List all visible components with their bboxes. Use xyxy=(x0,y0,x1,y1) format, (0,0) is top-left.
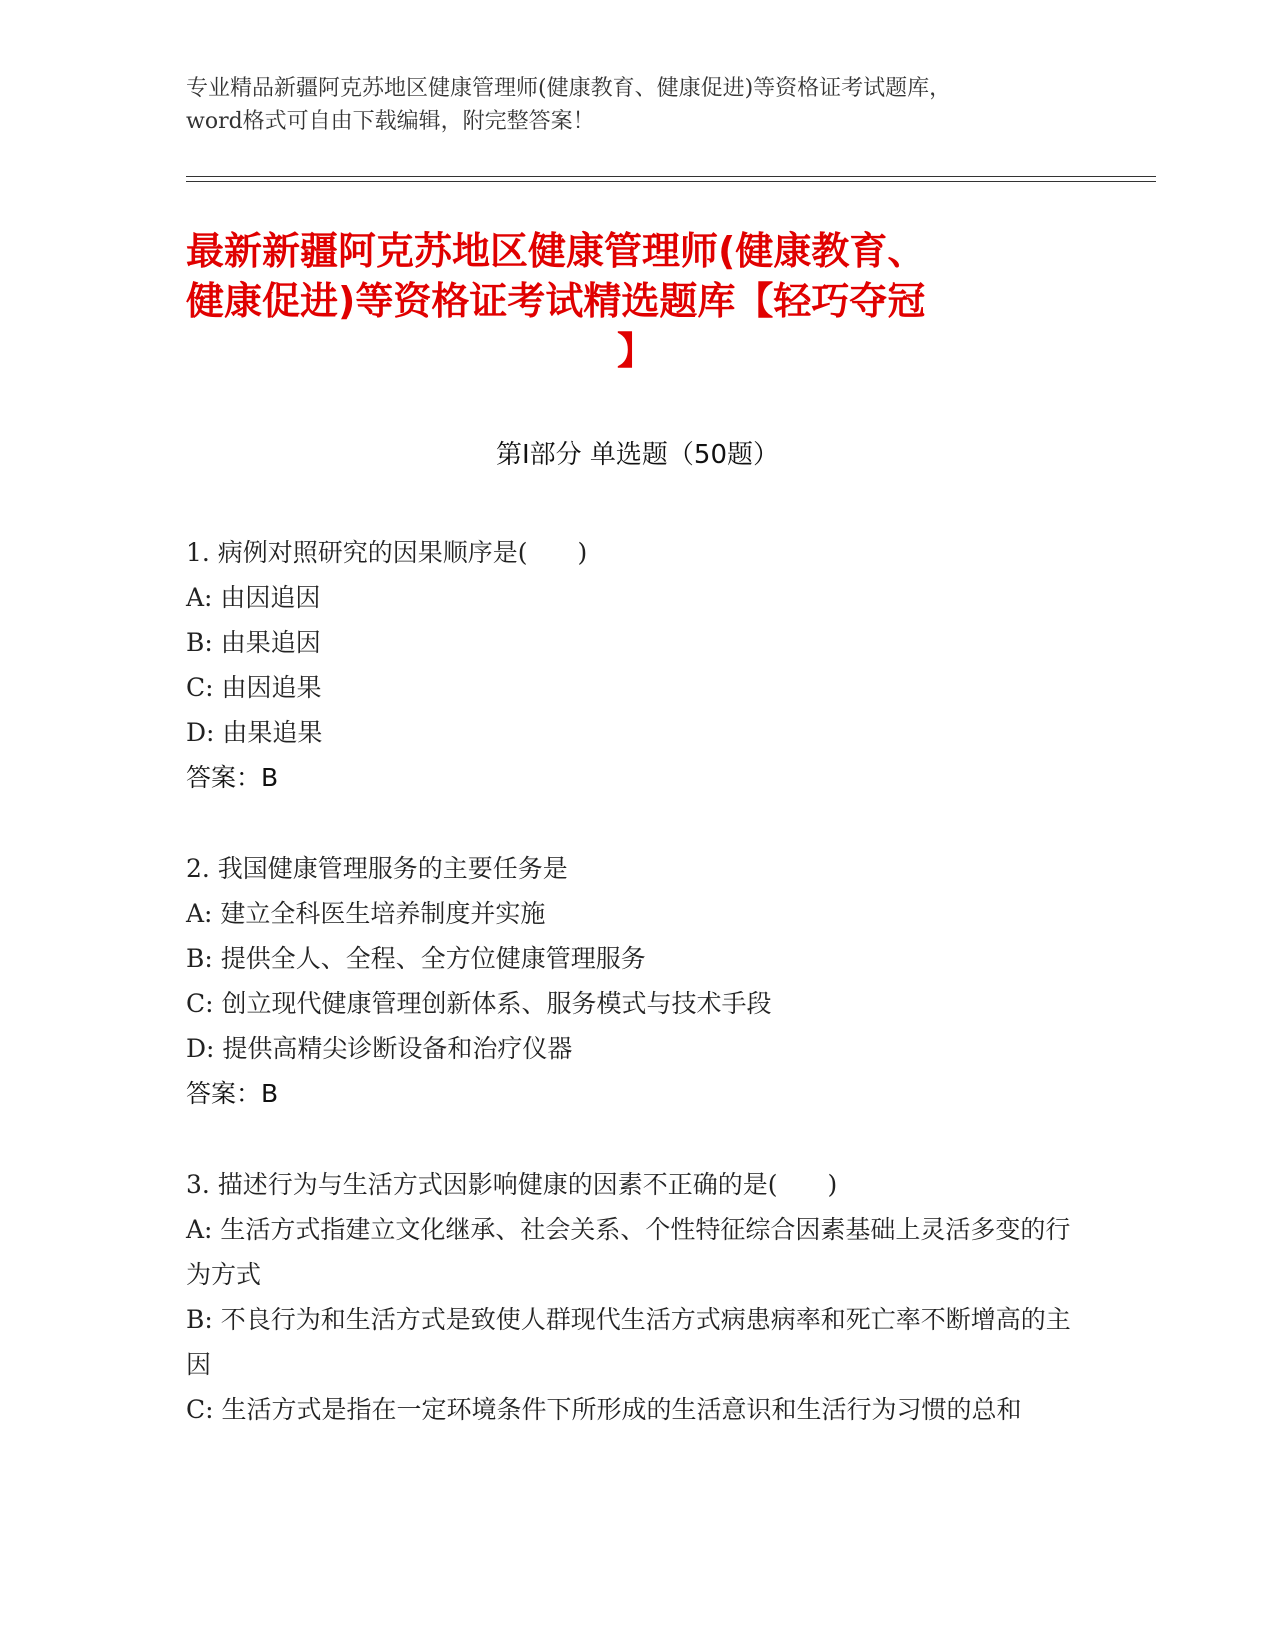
header-note-line-2: word格式可自由下载编辑，附完整答案！ xyxy=(186,109,595,134)
header-divider-top xyxy=(186,176,1156,177)
title-line-3: 】 xyxy=(616,329,655,373)
question-3 xyxy=(186,1162,1086,1432)
question-2 xyxy=(186,846,1086,1116)
option-a: A: 由因追因 xyxy=(186,583,321,612)
title-line-1: 最新新疆阿克苏地区健康管理师(健康教育、 xyxy=(186,229,926,273)
header-note xyxy=(186,72,1086,138)
section-heading: 第Ⅰ部分 单选题（50题） xyxy=(495,440,780,470)
option-c: C: 由因追果 xyxy=(186,673,322,702)
option-b: B: 提供全人、全程、全方位健康管理服务 xyxy=(186,944,646,973)
option-d: D: 提供高精尖诊断设备和治疗仪器 xyxy=(186,1034,573,1063)
document-title xyxy=(186,226,1086,376)
answer-label: 答案：B xyxy=(186,763,279,792)
option-a: A: 建立全科医生培养制度并实施 xyxy=(186,899,546,928)
option-a: A: 生活方式指建立文化继承、社会关系、个性特征综合因素基础上灵活多变的行为方式 xyxy=(186,1215,1071,1289)
question-stem: 2. 我国健康管理服务的主要任务是 xyxy=(186,854,568,883)
question-stem: 1. 病例对照研究的因果顺序是( ) xyxy=(186,538,588,567)
question-stem: 3. 描述行为与生活方式因影响健康的因素不正确的是( ) xyxy=(186,1170,838,1199)
header-note-line-1: 专业精品新疆阿克苏地区健康管理师(健康教育、健康促进)等资格证考试题库， xyxy=(186,76,952,101)
answer-label: 答案：B xyxy=(186,1079,279,1108)
question-list xyxy=(186,530,1086,1478)
question-1 xyxy=(186,530,1086,800)
option-b: B: 不良行为和生活方式是致使人群现代生活方式病患病率和死亡率不断增高的主因 xyxy=(186,1305,1071,1379)
option-b: B: 由果追因 xyxy=(186,628,321,657)
option-c: C: 创立现代健康管理创新体系、服务模式与技术手段 xyxy=(186,989,772,1018)
title-line-2: 健康促进)等资格证考试精选题库【轻巧夺冠 xyxy=(186,279,926,323)
option-c: C: 生活方式是指在一定环境条件下所形成的生活意识和生活行为习惯的总和 xyxy=(186,1395,1022,1424)
header-divider-bottom xyxy=(186,181,1156,182)
option-d: D: 由果追果 xyxy=(186,718,323,747)
